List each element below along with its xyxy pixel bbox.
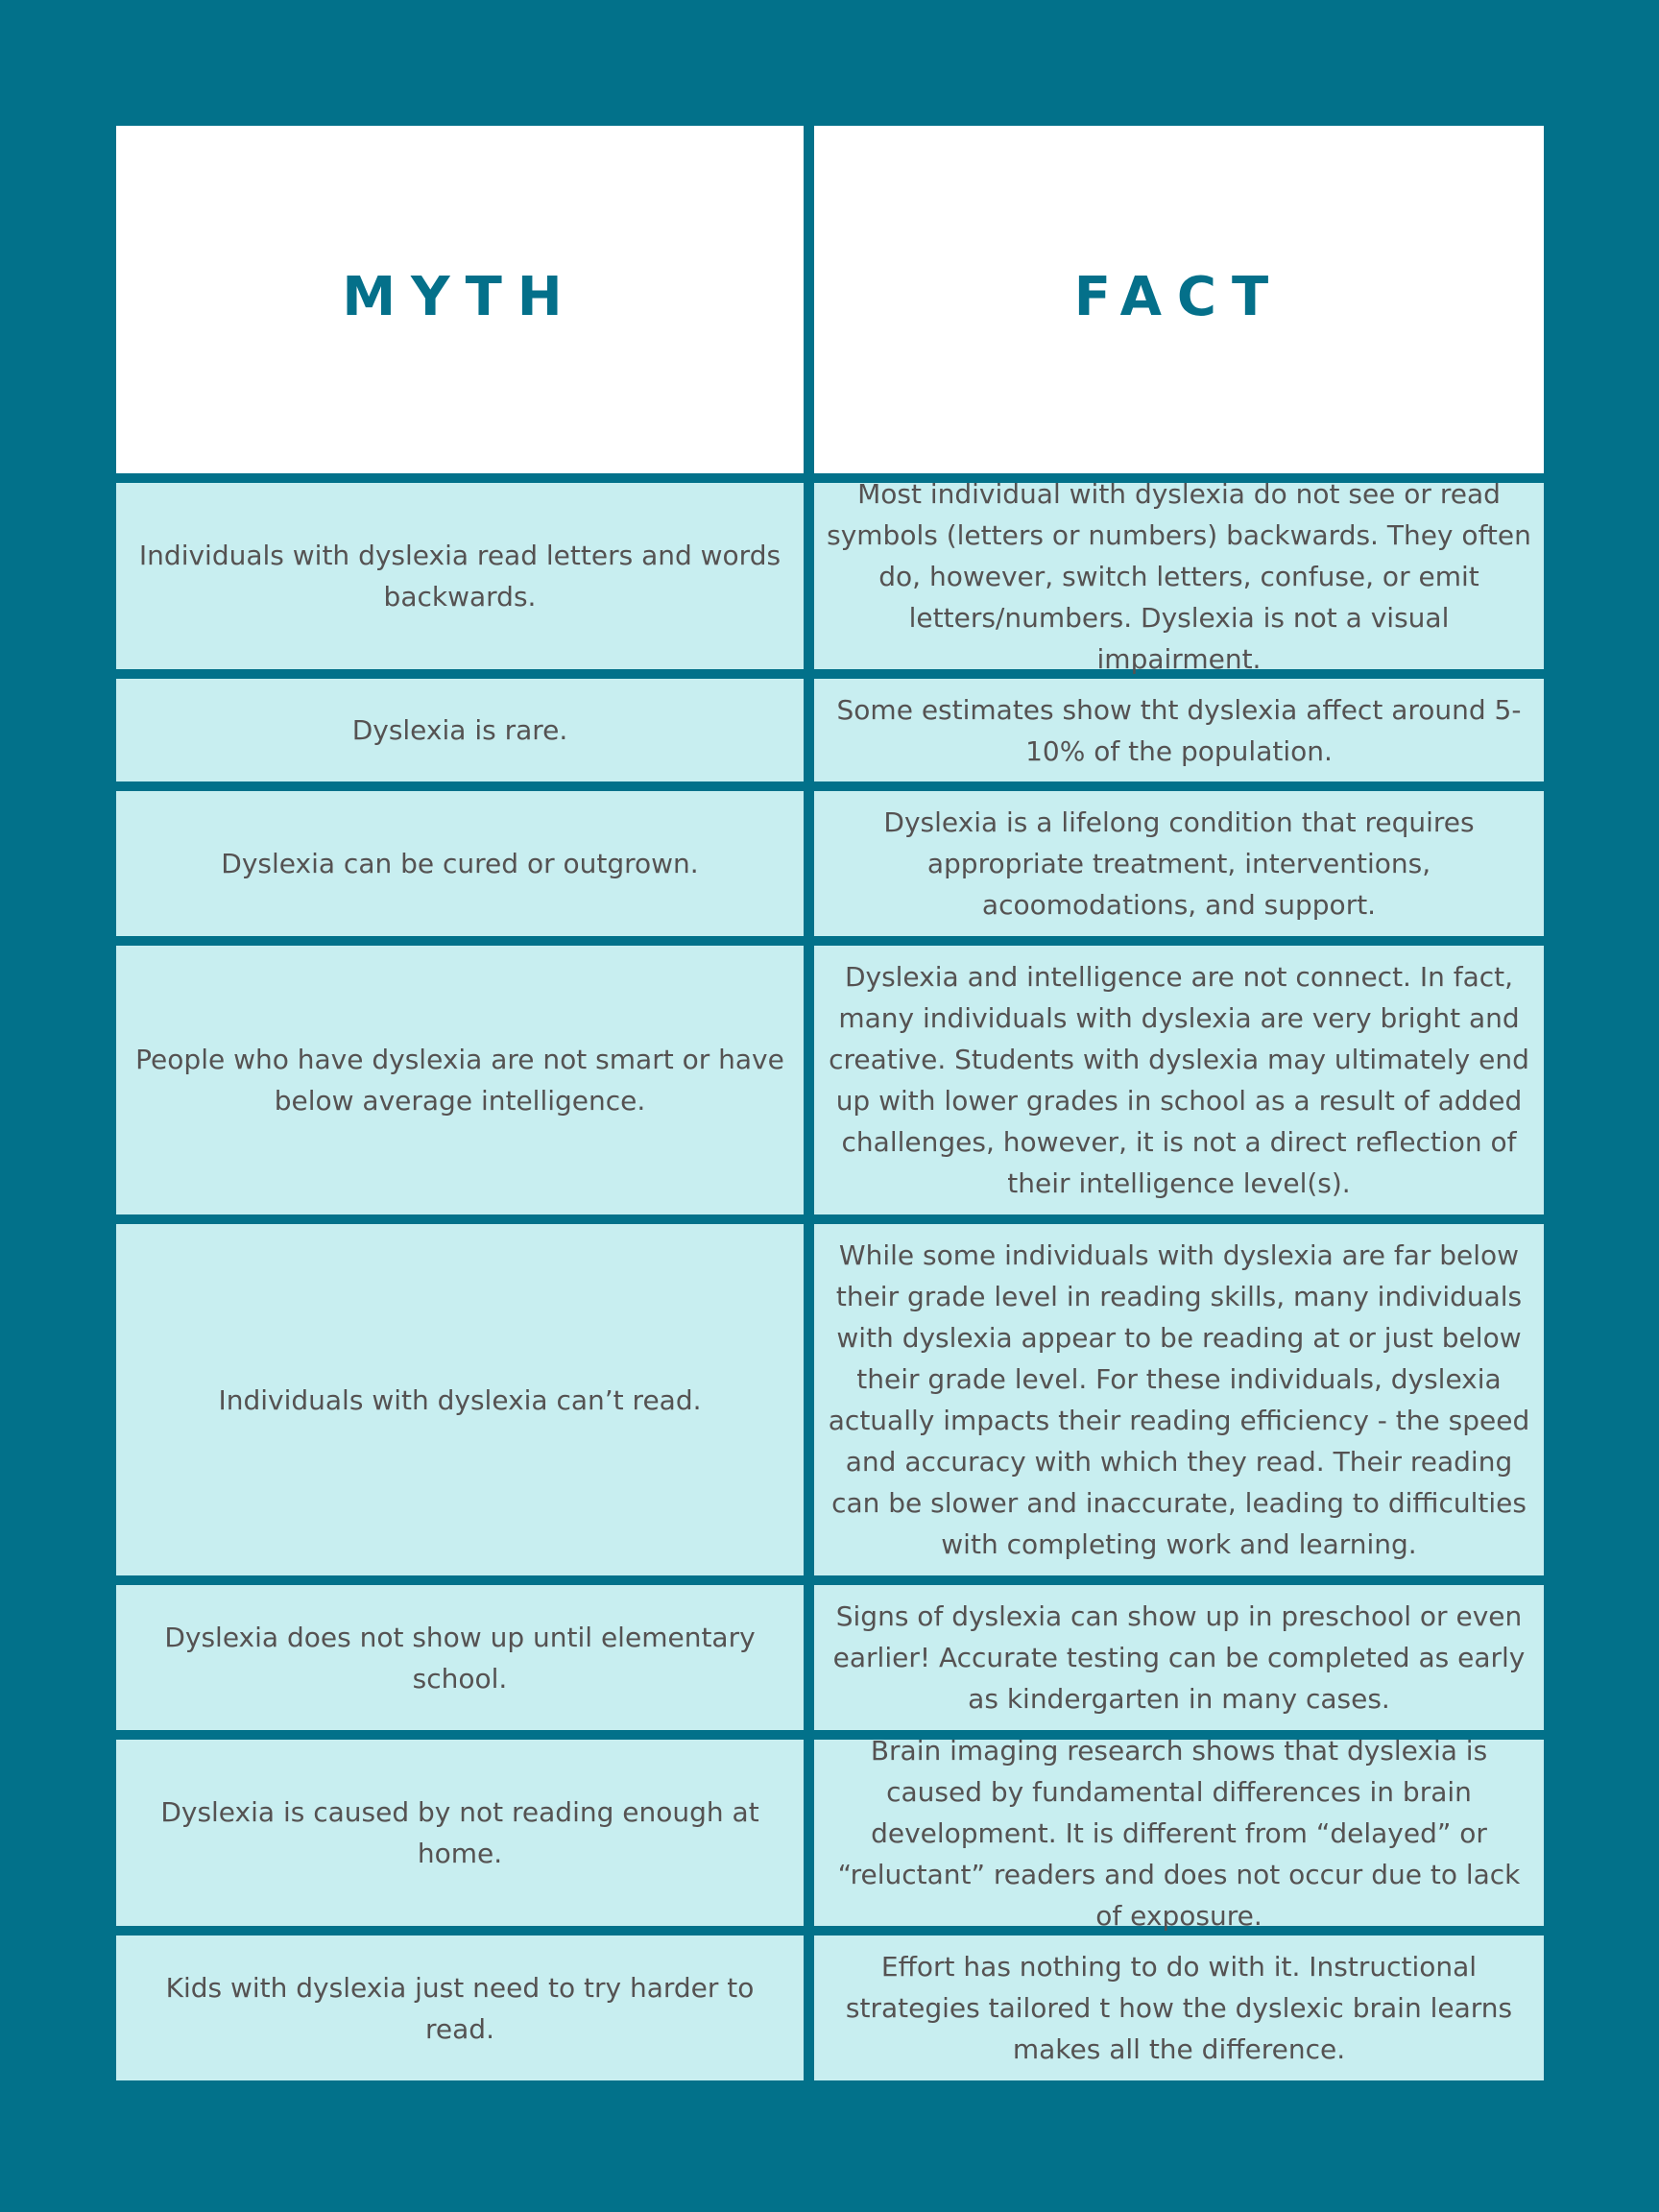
fact-header: FACT bbox=[1073, 265, 1285, 328]
table-row bbox=[116, 946, 1544, 1214]
myth-cell: Kids with dyslexia just need to try harder to read. bbox=[116, 1936, 804, 2080]
myth-cell: People who have dyslexia are not smart or have below average intelligence. bbox=[116, 946, 804, 1214]
fact-cell: Dyslexia and intelligence are not connect. In fact, many individuals with dyslexia are very bright and creative. Students with dyslexia may ultimately end up with lower grades in school as a result of added challenges, however, it is not a direct reflection of their intelligence level(s). bbox=[814, 946, 1544, 1214]
header-row bbox=[116, 126, 1544, 473]
myth-cell: Dyslexia does not show up until elementary school. bbox=[116, 1585, 804, 1730]
myth-header: MYTH bbox=[342, 265, 578, 328]
myth-cell: Dyslexia is caused by not reading enough at home. bbox=[116, 1740, 804, 1926]
fact-cell: Most individual with dyslexia do not see or read symbols (letters or numbers) backwards. They often do, however, switch letters, confuse, or emit letters/numbers. Dyslexia is not a visual impairment. bbox=[814, 483, 1544, 669]
fact-cell: Some estimates show tht dyslexia affect around 5-10% of the population. bbox=[814, 679, 1544, 781]
fact-cell: Dyslexia is a lifelong condition that requires appropriate treatment, interventions, acoomodations, and support. bbox=[814, 791, 1544, 936]
table-row bbox=[116, 791, 1544, 936]
table-row bbox=[116, 679, 1544, 781]
myth-cell: Individuals with dyslexia can’t read. bbox=[116, 1224, 804, 1575]
table-row bbox=[116, 1224, 1544, 1575]
fact-cell: Brain imaging research shows that dyslexia is caused by fundamental differences in brain development. It is different from “delayed” or “reluctant” readers and does not occur due to lack of exposure. bbox=[814, 1740, 1544, 1926]
fact-cell: Signs of dyslexia can show up in preschool or even earlier! Accurate testing can be completed as early as kindergarten in many cases. bbox=[814, 1585, 1544, 1730]
table-row bbox=[116, 477, 1544, 675]
myth-header-cell bbox=[116, 126, 804, 473]
table-row bbox=[116, 1936, 1544, 2080]
table-row bbox=[116, 1585, 1544, 1730]
fact-cell: Effort has nothing to do with it. Instructional strategies tailored t how the dyslexic brain learns makes all the difference. bbox=[814, 1936, 1544, 2080]
fact-cell: While some individuals with dyslexia are far below their grade level in reading skills, many individuals with dyslexia appear to be reading at or just below their grade level. For these individuals, dyslexia actually impacts their reading efficiency - the speed and accuracy with which they read. Their reading can be slower and inaccurate, leading to difficulties with completing work and learning. bbox=[814, 1224, 1544, 1575]
myth-cell: Individuals with dyslexia read letters and words backwards. bbox=[116, 483, 804, 669]
myth-fact-table bbox=[116, 126, 1544, 2090]
table-row bbox=[116, 1734, 1544, 1932]
myth-cell: Dyslexia is rare. bbox=[116, 679, 804, 781]
myth-cell: Dyslexia can be cured or outgrown. bbox=[116, 791, 804, 936]
fact-header-cell bbox=[814, 126, 1544, 473]
